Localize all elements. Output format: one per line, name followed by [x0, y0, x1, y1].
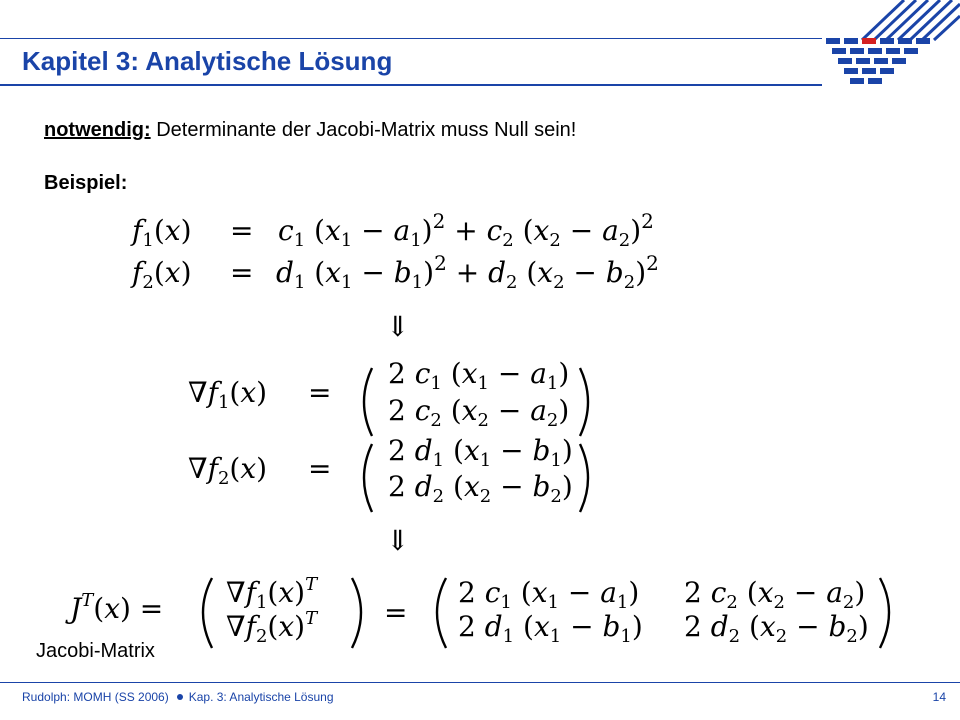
- eq-f2-lhs: $f_2(x)$: [132, 256, 192, 293]
- eq-grad-f1-row2: 2 $c_2$ $(x_2 - a_2)$: [388, 394, 570, 431]
- eq-grad-f1-lhs: $\nabla f_1(x)$: [188, 376, 268, 413]
- footer-text: [22, 690, 334, 704]
- eq-jacobian-equals: =: [384, 596, 408, 629]
- notwendig-label: notwendig:: [44, 119, 151, 141]
- eq-f2-equals: =: [230, 256, 254, 289]
- eq-grad-f2-lhs: $\nabla f_2(x)$: [188, 452, 268, 489]
- implies-arrow-2: ⇓: [386, 524, 410, 557]
- implies-arrow-1: ⇓: [386, 310, 410, 343]
- eq-jacobian-m22: 2 $d_2$ $(x_2 - b_2)$: [684, 610, 869, 647]
- jacobi-matrix-label: Jacobi-Matrix: [36, 640, 155, 662]
- eq-f1-lhs: $f_1(x)$: [132, 214, 192, 251]
- beispiel-label: Beispiel:: [44, 172, 128, 194]
- eq-jacobian-m12: 2 $c_2$ $(x_2 - a_2)$: [684, 576, 866, 613]
- paren-right-1: [580, 368, 588, 436]
- eq-jacobian-row2: $\nabla f_2(x)^T$: [226, 608, 318, 647]
- slide-title: Kapitel 3: Analytische Lösung: [22, 46, 393, 76]
- eq-f1-rhs: $c_1$ $(x_1 - a_1)^2 + c_2$ $(x_2 - a_2)^2$: [278, 209, 654, 251]
- eq-grad-f2-equals: =: [308, 452, 332, 485]
- footer-rule: [0, 682, 960, 683]
- bullet-icon: [177, 694, 183, 700]
- formula-block: [0, 190, 960, 660]
- footer-chapter: Kap. 3: Analytische Lösung: [188, 690, 334, 704]
- page-number: 14: [932, 690, 946, 704]
- paren-right-2: [580, 444, 588, 512]
- eq-grad-f2-row2: 2 $d_2$ $(x_2 - b_2)$: [388, 470, 573, 507]
- paren-right-4: [880, 578, 889, 648]
- paren-left-4: [437, 578, 446, 648]
- footer-author: Rudolph: MOMH (SS 2006): [22, 690, 169, 704]
- notwendig-text: Determinante der Jacobi-Matrix muss Null sein!: [156, 119, 577, 141]
- eq-grad-f1-row1: 2 $c_1$ $(x_1 - a_1)$: [388, 357, 570, 394]
- eq-jacobian-lhs: $J^T(x)$ =: [70, 590, 164, 625]
- requirement-line: [44, 119, 576, 142]
- eq-jacobian-row1: $\nabla f_1(x)^T$: [226, 574, 318, 613]
- paren-left-1: [364, 368, 372, 436]
- eq-jacobian-m11: 2 $c_1$ $(x_1 - a_1)$: [458, 576, 640, 613]
- eq-f2-rhs: $d_1$ $(x_1 - b_1)^2 + d_2$ $(x_2 - b_2)^2$: [276, 251, 659, 293]
- eq-grad-f2-row1: 2 $d_1$ $(x_1 - b_1)$: [388, 434, 573, 471]
- university-grid-logo: [822, 0, 960, 86]
- eq-grad-f1-equals: =: [308, 376, 332, 409]
- eq-jacobian-m21: 2 $d_1$ $(x_1 - b_1)$: [458, 610, 643, 647]
- header-rule-top: [0, 38, 822, 39]
- eq-f1-equals: =: [230, 214, 254, 247]
- paren-right-3: [352, 578, 361, 648]
- paren-left-2: [364, 444, 372, 512]
- paren-left-3: [203, 578, 212, 648]
- header-rule: [0, 84, 822, 86]
